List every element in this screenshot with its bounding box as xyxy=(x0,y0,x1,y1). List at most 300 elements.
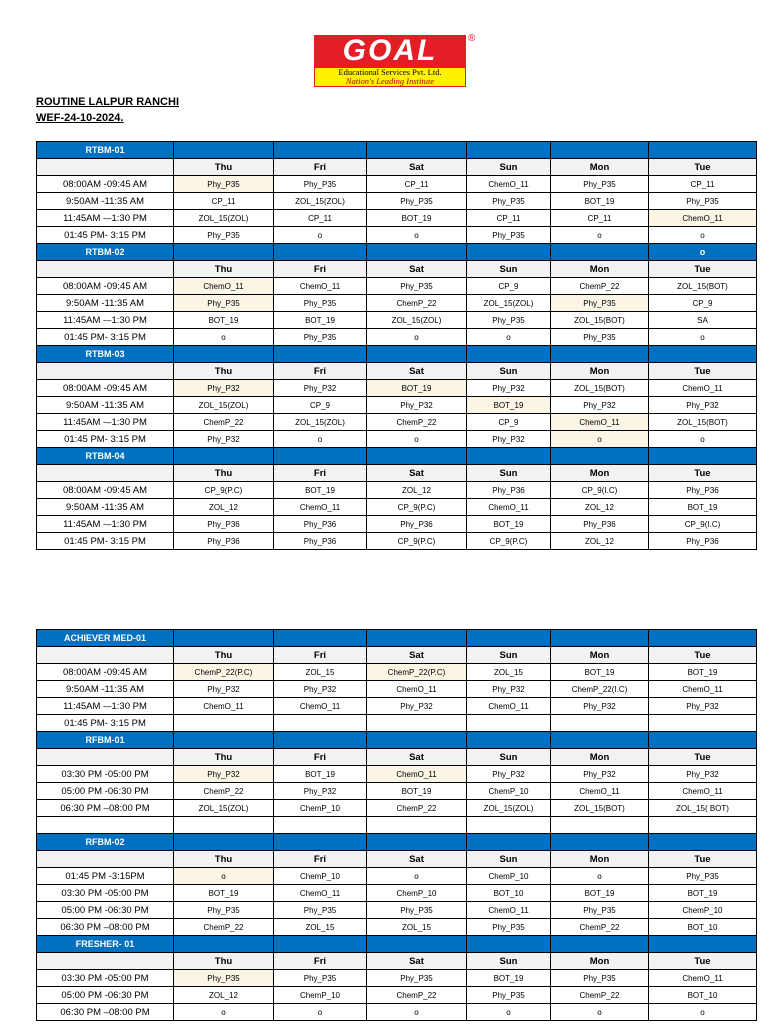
goal-logo xyxy=(314,33,476,87)
day-header-row xyxy=(37,261,757,278)
section-header-cell xyxy=(551,936,649,953)
time-slot: 9:50AM -11:35 AM xyxy=(37,681,174,698)
time-slot: 03:30 PM -05:00 PM xyxy=(37,970,174,987)
class-cell: o xyxy=(649,1004,757,1021)
section-header-row xyxy=(37,936,757,953)
registered-mark: ® xyxy=(468,33,476,44)
section-header-cell xyxy=(467,732,551,749)
day-header-sun: Sun xyxy=(467,647,551,664)
time-slot: 01:45 PM- 3:15 PM xyxy=(37,533,174,550)
class-cell: ZOL_15 xyxy=(467,664,551,681)
class-cell: ZOL_15 xyxy=(367,919,467,936)
class-cell: ChemP_10 xyxy=(274,987,367,1004)
timetable-batches xyxy=(36,629,757,1021)
day-header-sat: Sat xyxy=(367,363,467,380)
class-cell: BOT_19 xyxy=(649,499,757,516)
class-cell: ChemP_10 xyxy=(467,783,551,800)
section-header-cell xyxy=(367,448,467,465)
class-cell: CP_9(I.C) xyxy=(551,482,649,499)
time-slot: 08:00AM -09:45 AM xyxy=(37,482,174,499)
class-cell xyxy=(367,817,467,834)
class-cell: ChemO_11 xyxy=(367,681,467,698)
section-header-cell xyxy=(274,244,367,261)
day-header-fri: Fri xyxy=(274,261,367,278)
day-header-tue: Tue xyxy=(649,749,757,766)
class-cell: ChemO_11 xyxy=(367,766,467,783)
class-cell: BOT_19 xyxy=(467,397,551,414)
day-header-mon: Mon xyxy=(551,159,649,176)
day-header-thu: Thu xyxy=(174,465,274,482)
class-cell: o xyxy=(367,227,467,244)
day-header-blank xyxy=(37,851,174,868)
class-cell: BOT_10 xyxy=(649,919,757,936)
section-header-cell xyxy=(274,732,367,749)
class-cell: ChemP_22 xyxy=(367,987,467,1004)
class-cell: ZOL_15 xyxy=(274,919,367,936)
day-header-mon: Mon xyxy=(551,465,649,482)
section-header-cell xyxy=(467,936,551,953)
section-header-cell xyxy=(467,448,551,465)
class-cell: ChemO_11 xyxy=(174,278,274,295)
class-cell: o xyxy=(274,431,367,448)
time-slot: 05:00 PM -06:30 PM xyxy=(37,987,174,1004)
class-cell: Phy_P36 xyxy=(174,516,274,533)
day-header-fri: Fri xyxy=(274,851,367,868)
section-header-cell xyxy=(649,346,757,363)
section-header-cell: o xyxy=(649,244,757,261)
section-name: RFBM-02 xyxy=(37,834,174,851)
time-slot: 06:30 PM –08:00 PM xyxy=(37,1004,174,1021)
class-cell: Phy_P32 xyxy=(649,397,757,414)
class-cell: ChemO_11 xyxy=(467,499,551,516)
time-slot: 01:45 PM -3:15PM xyxy=(37,868,174,885)
class-cell: Phy_P32 xyxy=(467,766,551,783)
table-row xyxy=(37,380,757,397)
class-cell: Phy_P32 xyxy=(174,380,274,397)
section-header-cell xyxy=(367,630,467,647)
section-header-cell xyxy=(174,448,274,465)
class-cell: Phy_P35 xyxy=(174,295,274,312)
class-cell: ChemP_22 xyxy=(174,783,274,800)
class-cell: Phy_P32 xyxy=(649,766,757,783)
time-slot: 05:00 PM -06:30 PM xyxy=(37,783,174,800)
section-header-cell xyxy=(551,142,649,159)
section-name: RFBM-01 xyxy=(37,732,174,749)
section-header-cell xyxy=(467,142,551,159)
class-cell: Phy_P32 xyxy=(551,397,649,414)
class-cell: ZOL_12 xyxy=(551,533,649,550)
time-slot: 08:00AM -09:45 AM xyxy=(37,664,174,681)
class-cell: ZOL_12 xyxy=(367,482,467,499)
day-header-blank xyxy=(37,363,174,380)
class-cell xyxy=(551,817,649,834)
time-slot: 9:50AM -11:35 AM xyxy=(37,193,174,210)
day-header-fri: Fri xyxy=(274,465,367,482)
class-cell: Phy_P36 xyxy=(274,533,367,550)
class-cell: ZOL_15(BOT) xyxy=(551,312,649,329)
class-cell: Phy_P35 xyxy=(551,176,649,193)
class-cell: Phy_P36 xyxy=(467,482,551,499)
class-cell: ChemP_10 xyxy=(367,885,467,902)
day-header-sat: Sat xyxy=(367,749,467,766)
class-cell: Phy_P36 xyxy=(367,516,467,533)
class-cell: Phy_P32 xyxy=(274,380,367,397)
class-cell: Phy_P32 xyxy=(174,681,274,698)
class-cell: ChemO_11 xyxy=(174,698,274,715)
class-cell: Phy_P35 xyxy=(174,970,274,987)
section-header-row xyxy=(37,142,757,159)
logo-word: GOAL xyxy=(342,34,438,67)
day-header-row xyxy=(37,363,757,380)
day-header-sun: Sun xyxy=(467,261,551,278)
class-cell: Phy_P32 xyxy=(274,681,367,698)
section-header-cell xyxy=(174,346,274,363)
class-cell: ZOL_15(ZOL) xyxy=(367,312,467,329)
section-name: RTBM-04 xyxy=(37,448,174,465)
class-cell: o xyxy=(367,431,467,448)
section-header-cell xyxy=(467,630,551,647)
day-header-mon: Mon xyxy=(551,953,649,970)
logo-subtitle xyxy=(314,67,466,87)
class-cell: CP_9(P.C) xyxy=(367,499,467,516)
section-header-cell xyxy=(467,834,551,851)
day-header-sun: Sun xyxy=(467,749,551,766)
class-cell: Phy_P32 xyxy=(551,766,649,783)
day-header-thu: Thu xyxy=(174,749,274,766)
class-cell: ChemP_22 xyxy=(367,800,467,817)
class-cell: ChemP_22(P.C) xyxy=(174,664,274,681)
time-slot: 06:30 PM –08:00 PM xyxy=(37,919,174,936)
day-header-row xyxy=(37,851,757,868)
table-row xyxy=(37,227,757,244)
class-cell: ZOL_15(ZOL) xyxy=(174,210,274,227)
section-name: ACHIEVER MED-01 xyxy=(37,630,174,647)
table-row xyxy=(37,987,757,1004)
class-cell: Phy_P35 xyxy=(649,193,757,210)
class-cell: ChemP_22(I.C) xyxy=(551,681,649,698)
table-row xyxy=(37,919,757,936)
class-cell: BOT_19 xyxy=(551,664,649,681)
class-cell: CP_11 xyxy=(649,176,757,193)
day-header-sat: Sat xyxy=(367,159,467,176)
section-header-cell xyxy=(551,732,649,749)
section-header-cell xyxy=(649,630,757,647)
class-cell: ZOL_12 xyxy=(174,987,274,1004)
class-cell: ChemP_22 xyxy=(551,919,649,936)
day-header-thu: Thu xyxy=(174,851,274,868)
class-cell: ZOL_15(ZOL) xyxy=(174,800,274,817)
effective-date: WEF-24-10-2024. xyxy=(36,112,124,124)
class-cell xyxy=(467,715,551,732)
section-header-cell xyxy=(649,732,757,749)
table-row xyxy=(37,885,757,902)
section-header-row xyxy=(37,244,757,261)
day-header-row xyxy=(37,953,757,970)
class-cell: Phy_P35 xyxy=(174,227,274,244)
class-cell: ChemP_22 xyxy=(551,278,649,295)
class-cell: o xyxy=(367,1004,467,1021)
class-cell: ChemP_22 xyxy=(174,919,274,936)
class-cell: ChemP_22 xyxy=(174,414,274,431)
section-header-row xyxy=(37,448,757,465)
section-header-cell xyxy=(467,244,551,261)
class-cell: CP_9 xyxy=(649,295,757,312)
class-cell: ZOL_12 xyxy=(174,499,274,516)
class-cell: Phy_P35 xyxy=(467,312,551,329)
class-cell: Phy_P35 xyxy=(649,868,757,885)
time-slot: 06:30 PM –08:00 PM xyxy=(37,800,174,817)
day-header-mon: Mon xyxy=(551,261,649,278)
section-header-cell xyxy=(174,630,274,647)
table-row xyxy=(37,431,757,448)
class-cell: BOT_10 xyxy=(467,885,551,902)
time-slot: 01:45 PM- 3:15 PM xyxy=(37,329,174,346)
class-cell: Phy_P35 xyxy=(551,329,649,346)
time-slot: 11:45AM -–1:30 PM xyxy=(37,516,174,533)
table-row xyxy=(37,414,757,431)
class-cell: o xyxy=(551,868,649,885)
class-cell xyxy=(467,817,551,834)
table-row xyxy=(37,516,757,533)
time-slot: 11:45AM -–1:30 PM xyxy=(37,414,174,431)
class-cell: Phy_P35 xyxy=(467,987,551,1004)
section-name: RTBM-02 xyxy=(37,244,174,261)
class-cell: o xyxy=(551,227,649,244)
section-header-cell xyxy=(551,346,649,363)
class-cell: Phy_P35 xyxy=(274,902,367,919)
class-cell: BOT_19 xyxy=(274,766,367,783)
day-header-thu: Thu xyxy=(174,363,274,380)
day-header-mon: Mon xyxy=(551,647,649,664)
class-cell: ChemO_11 xyxy=(467,176,551,193)
table-row xyxy=(37,193,757,210)
class-cell: o xyxy=(174,1004,274,1021)
table-row xyxy=(37,533,757,550)
class-cell xyxy=(649,817,757,834)
table-row xyxy=(37,817,757,834)
class-cell: BOT_10 xyxy=(649,987,757,1004)
table-row xyxy=(37,397,757,414)
time-slot: 08:00AM -09:45 AM xyxy=(37,176,174,193)
class-cell: ChemO_11 xyxy=(274,278,367,295)
class-cell: Phy_P35 xyxy=(174,176,274,193)
class-cell: Phy_P32 xyxy=(274,783,367,800)
table-row xyxy=(37,970,757,987)
class-cell: Phy_P32 xyxy=(367,397,467,414)
section-header-cell xyxy=(174,732,274,749)
class-cell: o xyxy=(467,329,551,346)
table-row xyxy=(37,210,757,227)
day-header-sat: Sat xyxy=(367,953,467,970)
day-header-blank xyxy=(37,261,174,278)
class-cell: BOT_19 xyxy=(174,312,274,329)
section-header-cell xyxy=(551,630,649,647)
class-cell: BOT_19 xyxy=(649,664,757,681)
class-cell: Phy_P32 xyxy=(174,766,274,783)
class-cell: Phy_P32 xyxy=(467,380,551,397)
class-cell xyxy=(551,715,649,732)
day-header-tue: Tue xyxy=(649,647,757,664)
section-header-cell xyxy=(551,448,649,465)
class-cell: BOT_19 xyxy=(467,516,551,533)
class-cell: ZOL_15(BOT) xyxy=(649,414,757,431)
table-row xyxy=(37,698,757,715)
class-cell: CP_9 xyxy=(467,278,551,295)
class-cell: ZOL_15(ZOL) xyxy=(274,193,367,210)
day-header-sun: Sun xyxy=(467,159,551,176)
day-header-sat: Sat xyxy=(367,647,467,664)
section-header-cell xyxy=(367,244,467,261)
class-cell: BOT_19 xyxy=(367,210,467,227)
section-header-cell xyxy=(367,142,467,159)
time-slot: 9:50AM -11:35 AM xyxy=(37,499,174,516)
class-cell: ChemO_11 xyxy=(649,681,757,698)
table-row xyxy=(37,329,757,346)
logo-company-name: Educational Services Pvt. Ltd. xyxy=(338,67,442,77)
table-row xyxy=(37,312,757,329)
class-cell: CP_11 xyxy=(467,210,551,227)
class-cell: Phy_P32 xyxy=(551,698,649,715)
class-cell: Phy_P35 xyxy=(174,902,274,919)
class-cell: CP_11 xyxy=(174,193,274,210)
class-cell: Phy_P35 xyxy=(274,329,367,346)
class-cell: ChemO_11 xyxy=(551,414,649,431)
section-name: RTBM-01 xyxy=(37,142,174,159)
class-cell: ZOL_12 xyxy=(551,499,649,516)
section-name: FRESHER- 01 xyxy=(37,936,174,953)
class-cell: ChemO_11 xyxy=(649,210,757,227)
day-header-tue: Tue xyxy=(649,261,757,278)
class-cell: ZOL_15(ZOL) xyxy=(174,397,274,414)
class-cell: Phy_P36 xyxy=(649,533,757,550)
class-cell: o xyxy=(649,227,757,244)
class-cell: ZOL_15(BOT) xyxy=(649,278,757,295)
class-cell: o xyxy=(551,1004,649,1021)
class-cell: ChemP_22(P.C) xyxy=(367,664,467,681)
table-row xyxy=(37,868,757,885)
day-header-thu: Thu xyxy=(174,953,274,970)
class-cell: CP_9(I.C) xyxy=(649,516,757,533)
class-cell: Phy_P35 xyxy=(551,295,649,312)
routine-title: ROUTINE LALPUR RANCHI xyxy=(36,96,179,108)
table-row xyxy=(37,715,757,732)
section-header-cell xyxy=(649,936,757,953)
class-cell: Phy_P35 xyxy=(367,970,467,987)
table-row xyxy=(37,278,757,295)
day-header-blank xyxy=(37,465,174,482)
class-cell: ChemP_10 xyxy=(274,868,367,885)
class-cell: Phy_P36 xyxy=(174,533,274,550)
class-cell: o xyxy=(274,227,367,244)
day-header-fri: Fri xyxy=(274,953,367,970)
section-header-cell xyxy=(274,142,367,159)
class-cell: CP_11 xyxy=(367,176,467,193)
class-cell: BOT_19 xyxy=(367,380,467,397)
class-cell xyxy=(649,715,757,732)
logo-banner xyxy=(314,35,466,67)
logo-tagline: Nation's Leading Institute xyxy=(345,76,435,86)
day-header-sun: Sun xyxy=(467,851,551,868)
section-header-row xyxy=(37,834,757,851)
class-cell: CP_9 xyxy=(274,397,367,414)
class-cell: Phy_P35 xyxy=(467,227,551,244)
class-cell: Phy_P35 xyxy=(551,902,649,919)
section-header-cell xyxy=(174,142,274,159)
section-header-cell xyxy=(274,448,367,465)
section-header-cell xyxy=(274,630,367,647)
day-header-row xyxy=(37,749,757,766)
table-row xyxy=(37,295,757,312)
table-row xyxy=(37,176,757,193)
time-slot: 01:45 PM- 3:15 PM xyxy=(37,715,174,732)
day-header-sat: Sat xyxy=(367,465,467,482)
class-cell: ZOL_15(ZOL) xyxy=(467,800,551,817)
section-header-cell xyxy=(551,834,649,851)
class-cell: ZOL_15(BOT) xyxy=(551,380,649,397)
class-cell: Phy_P35 xyxy=(551,970,649,987)
class-cell: CP_9 xyxy=(467,414,551,431)
time-slot: 11:45AM -–1:30 PM xyxy=(37,210,174,227)
class-cell: BOT_19 xyxy=(274,482,367,499)
class-cell: ChemP_22 xyxy=(367,295,467,312)
section-header-cell xyxy=(174,244,274,261)
day-header-thu: Thu xyxy=(174,261,274,278)
class-cell: Phy_P32 xyxy=(649,698,757,715)
class-cell: CP_11 xyxy=(551,210,649,227)
class-cell: ZOL_15(BOT) xyxy=(551,800,649,817)
section-header-cell xyxy=(649,142,757,159)
class-cell: Phy_P35 xyxy=(274,970,367,987)
time-slot: 08:00AM -09:45 AM xyxy=(37,380,174,397)
section-header-cell xyxy=(367,732,467,749)
day-header-tue: Tue xyxy=(649,851,757,868)
class-cell: BOT_19 xyxy=(467,970,551,987)
class-cell: ZOL_15(ZOL) xyxy=(274,414,367,431)
section-header-row xyxy=(37,346,757,363)
class-cell: ChemO_11 xyxy=(467,698,551,715)
day-header-thu: Thu xyxy=(174,647,274,664)
class-cell: Phy_P36 xyxy=(649,482,757,499)
time-slot: 11:45AM -–1:30 PM xyxy=(37,312,174,329)
day-header-blank xyxy=(37,749,174,766)
day-header-mon: Mon xyxy=(551,749,649,766)
class-cell: Phy_P32 xyxy=(467,681,551,698)
day-header-blank xyxy=(37,953,174,970)
class-cell: CP_11 xyxy=(274,210,367,227)
class-cell: Phy_P35 xyxy=(367,278,467,295)
section-header-cell xyxy=(551,244,649,261)
class-cell: ChemO_11 xyxy=(551,783,649,800)
table-row xyxy=(37,783,757,800)
class-cell: ChemP_10 xyxy=(274,800,367,817)
section-header-cell xyxy=(274,834,367,851)
class-cell: Phy_P36 xyxy=(551,516,649,533)
section-header-row xyxy=(37,630,757,647)
day-header-sun: Sun xyxy=(467,465,551,482)
class-cell: BOT_19 xyxy=(274,312,367,329)
table-row xyxy=(37,681,757,698)
day-header-fri: Fri xyxy=(274,749,367,766)
day-header-sat: Sat xyxy=(367,851,467,868)
table-row xyxy=(37,766,757,783)
day-header-fri: Fri xyxy=(274,159,367,176)
class-cell: ChemO_11 xyxy=(274,885,367,902)
time-slot: 9:50AM -11:35 AM xyxy=(37,295,174,312)
class-cell: ZOL_15 xyxy=(274,664,367,681)
class-cell: Phy_P35 xyxy=(467,919,551,936)
class-cell xyxy=(274,817,367,834)
class-cell: Phy_P35 xyxy=(274,176,367,193)
